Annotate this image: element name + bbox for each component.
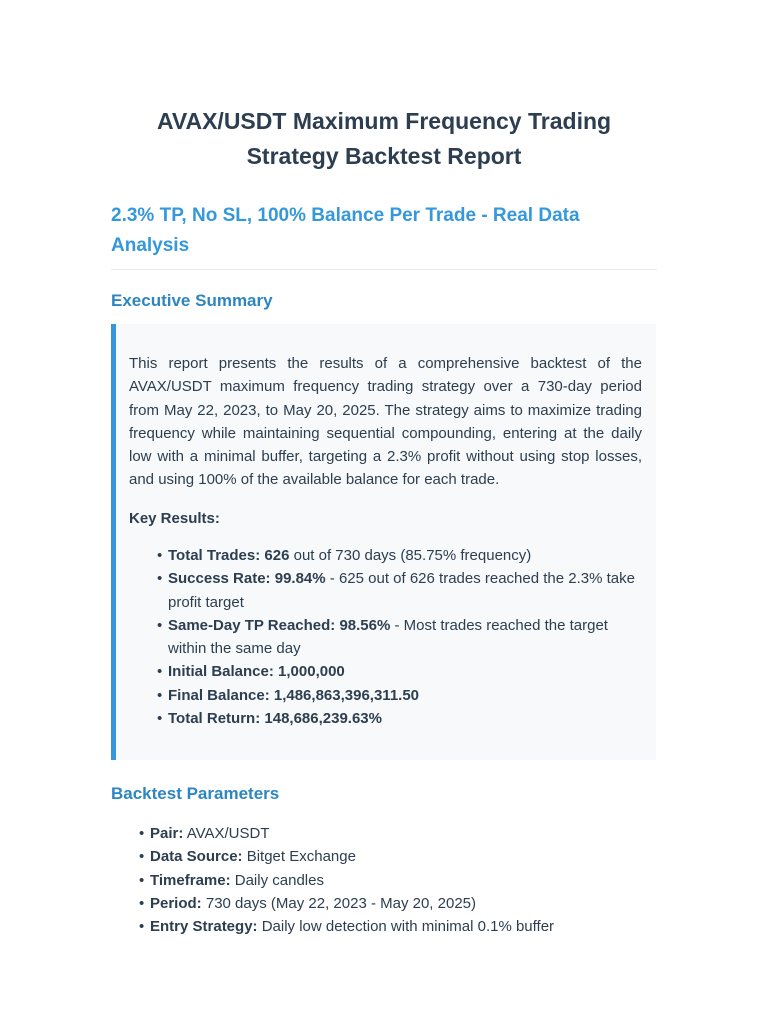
key-result-text: out of 730 days (85.75% frequency) <box>289 547 532 564</box>
key-result-label: Total Return: 148,686,239.63% <box>168 710 382 728</box>
page-title: AVAX/USDT Maximum Frequency Trading Strategy Backtest Report <box>156 108 612 169</box>
key-result-text: - 625 out of 626 trades reached the 2.3% take profit target <box>168 570 635 611</box>
key-result-label: Same-Day TP Reached: 98.56% <box>168 616 391 634</box>
parameter-label: Entry Strategy: <box>150 918 258 936</box>
key-result-label: Initial Balance: 1,000,000 <box>168 663 345 681</box>
key-results-label: Key Results: <box>129 510 220 527</box>
list-item <box>139 892 639 915</box>
list-item <box>139 845 639 868</box>
list-item <box>157 684 642 707</box>
parameter-label: Timeframe: <box>150 871 231 889</box>
list-item <box>157 544 642 567</box>
parameter-label: Data Source: <box>150 848 243 866</box>
list-item <box>157 707 642 730</box>
list-item <box>139 869 639 892</box>
parameter-value: 730 days (May 22, 2023 - May 20, 2025) <box>201 894 477 912</box>
executive-summary-paragraph: This report presents the results of a comprehensive backtest of the AVAX/USDT maximum frequency trading strategy over a 730-day period from May 22, 2023, to May 20, 2025. The strategy aims to maximize trading frequency while maintaining sequential compounding, entering at the daily low with a minimal buffer, targeting a 2.3% profit without using stop losses, and using 100% of the available balance for each trade. <box>129 355 642 489</box>
key-results-list <box>157 544 642 730</box>
parameter-label: Period: <box>150 894 202 912</box>
parameter-label: Pair: <box>150 825 184 842</box>
list-item <box>139 915 639 938</box>
parameter-value: Daily low detection with minimal 0.1% buffer <box>257 918 555 936</box>
executive-summary-heading: Executive Summary <box>111 291 273 310</box>
key-result-label: Success Rate: 99.84% <box>168 570 326 588</box>
list-item <box>157 614 642 661</box>
key-result-text: - Most trades reached the target within the same day <box>168 616 608 658</box>
list-item <box>157 660 642 683</box>
key-result-label: Total Trades: 626 <box>168 547 290 564</box>
key-result-label: Final Balance: 1,486,863,396,311.50 <box>168 686 420 704</box>
backtest-parameters-heading: Backtest Parameters <box>111 784 280 803</box>
parameter-value: Daily candles <box>230 871 324 889</box>
backtest-parameters-list <box>139 822 639 938</box>
parameter-value: Bitget Exchange <box>242 848 356 866</box>
list-item <box>157 567 642 614</box>
page-subtitle: 2.3% TP, No SL, 100% Balance Per Trade - Real Data Analysis <box>111 201 657 270</box>
list-item <box>139 822 639 845</box>
parameter-value: AVAX/USDT <box>183 825 270 842</box>
